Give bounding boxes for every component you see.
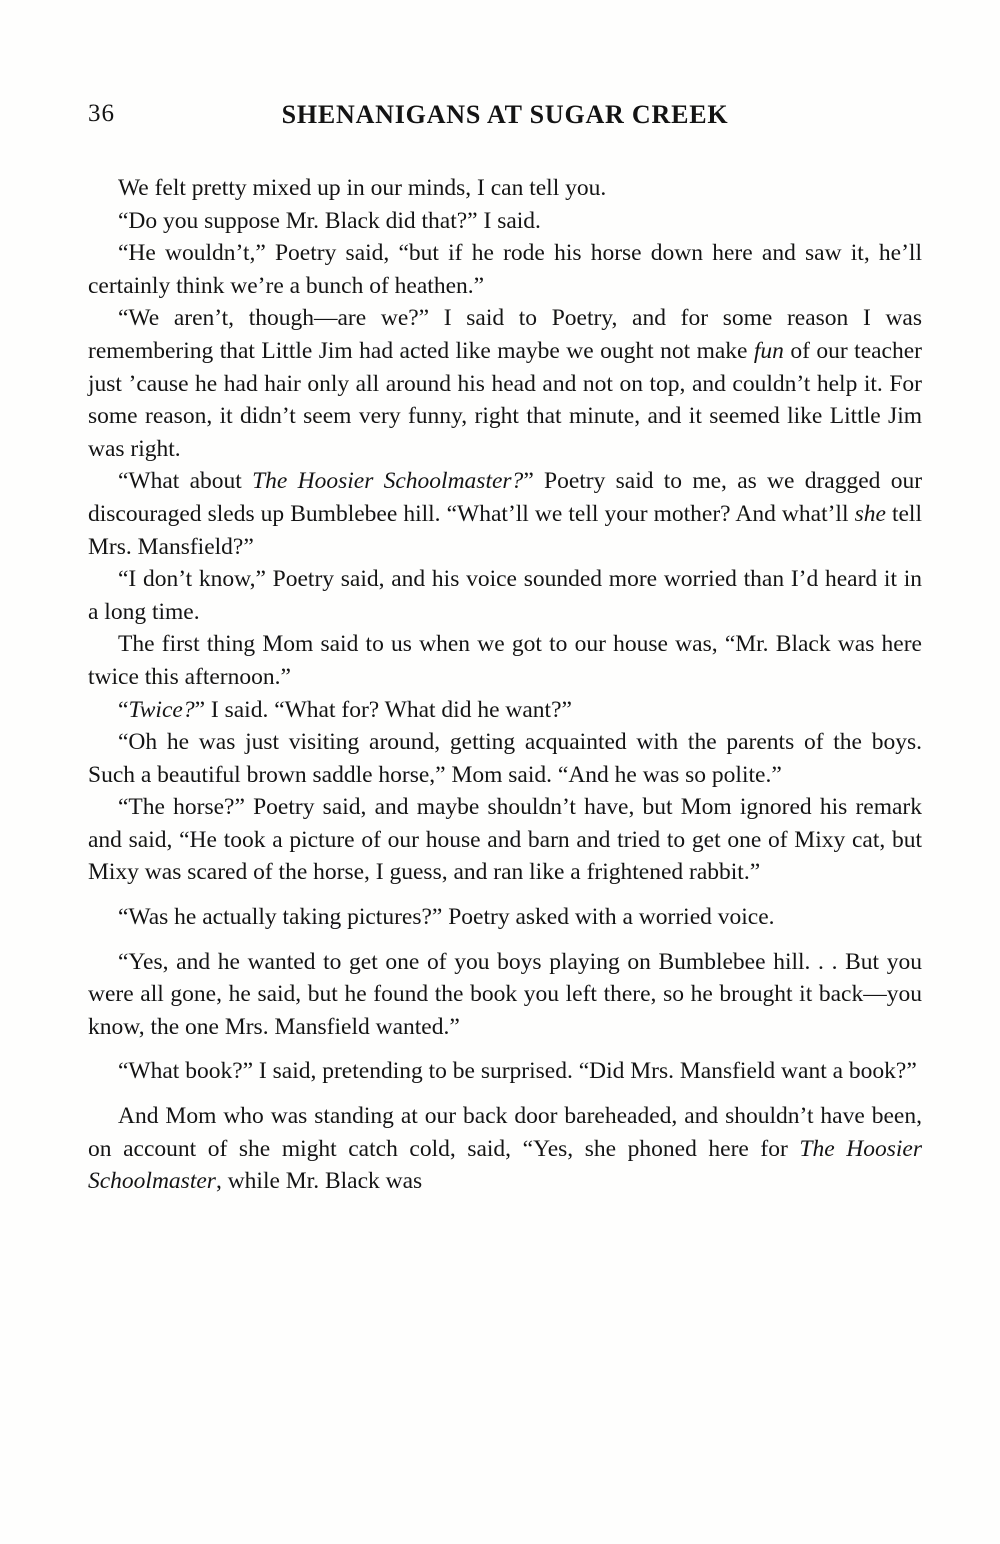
paragraph	[88, 465, 922, 563]
text-run: “What book?” I said, pretending to be surprised. “Did Mrs. Mansfield want a book?”	[118, 1058, 917, 1085]
text-run: “The horse?” Poetry said, and maybe shouldn’t have, but Mom ignored his remark and said, “He took a picture of our house and barn and tried to get one of Mixy cat, but Mixy was scared of the horse, I guess, and ran like a frightened rabbit.”	[88, 794, 922, 886]
text-run: ” Poetry said to me, as we dragged our discouraged sleds up Bumblebee hill. “What’ll we tell your mother? And what’ll	[88, 468, 923, 527]
text-run: ” I said. “What for? What did he want?”	[194, 696, 572, 723]
text-run: “What about	[118, 468, 253, 495]
text-run: “He wouldn’t,” Poetry said, “but if he rode his horse down here and saw it, he’ll certainly think we’re a bunch of heathen.”	[88, 240, 922, 299]
text-run: “I don’t know,” Poetry said, and his voice sounded more worried than I’d heard it in a long time.	[88, 566, 922, 625]
paragraph	[88, 628, 922, 693]
paragraph	[88, 791, 922, 889]
paragraph	[88, 1055, 922, 1088]
text-run: “Do you suppose Mr. Black did that?” I said.	[118, 207, 541, 234]
page-number: 36	[88, 100, 115, 127]
text-run: tell Mrs. Mansfield?”	[88, 500, 922, 560]
text-run: of our teacher just ’cause he had hair only all around his head and not on top, and couldn’t help it. For some reason, it didn’t seem very funny, right that minute, and it seemed like Little Jim was right.	[88, 337, 922, 462]
paragraph	[88, 726, 922, 791]
running-title: SHENANIGANS AT SUGAR CREEK	[281, 100, 729, 129]
paragraph	[88, 237, 922, 302]
paragraph	[88, 694, 922, 727]
text-run: The first thing Mom said to us when we got to our house was, “Mr. Black was here twice this afternoon.”	[88, 631, 922, 690]
text-run: “Was he actually taking pictures?” Poetry asked with a worried voice.	[118, 904, 775, 931]
paragraph	[88, 205, 922, 238]
text-run: And Mom who was standing at our back door bareheaded, and shouldn’t have been, on account of she might catch cold, said, “Yes, she phoned here for	[88, 1103, 922, 1162]
paragraph	[88, 901, 922, 934]
text-run: We felt pretty mixed up in our minds, I can tell you.	[118, 175, 607, 201]
paragraph	[88, 1100, 922, 1198]
text-run: , while Mr. Black was	[215, 1168, 423, 1195]
paragraph	[88, 172, 922, 205]
italic-text-run: fun	[753, 337, 784, 364]
text-run: “We aren’t, though—are we?” I said to Poetry, and for some reason I was remembering that Little Jim had acted like maybe we ought not make	[88, 305, 922, 364]
text-run: “Oh he was just visiting around, getting acquainted with the parents of the boys. Such a beautiful brown saddle horse,” Mom said. “And he was so polite.”	[88, 729, 922, 788]
page-header	[88, 100, 922, 134]
text-run: “Yes, and he wanted to get one of you boys playing on Bumblebee hill. . . But you were all gone, he said, but he found the book you left there, so he brought it back—you know, the one Mrs. Mansfield wanted.”	[88, 948, 922, 1040]
paragraph	[88, 302, 922, 465]
italic-text-run: Twice?	[128, 696, 195, 723]
paragraph	[88, 563, 922, 628]
page-body	[88, 172, 922, 1198]
italic-text-run: she	[854, 500, 886, 527]
italic-text-run: The Hoosier Schoolmaster	[88, 1135, 922, 1195]
text-run: “	[118, 696, 129, 723]
paragraph	[88, 946, 922, 1044]
italic-text-run: The Hoosier Schoolmaster?	[252, 468, 524, 495]
